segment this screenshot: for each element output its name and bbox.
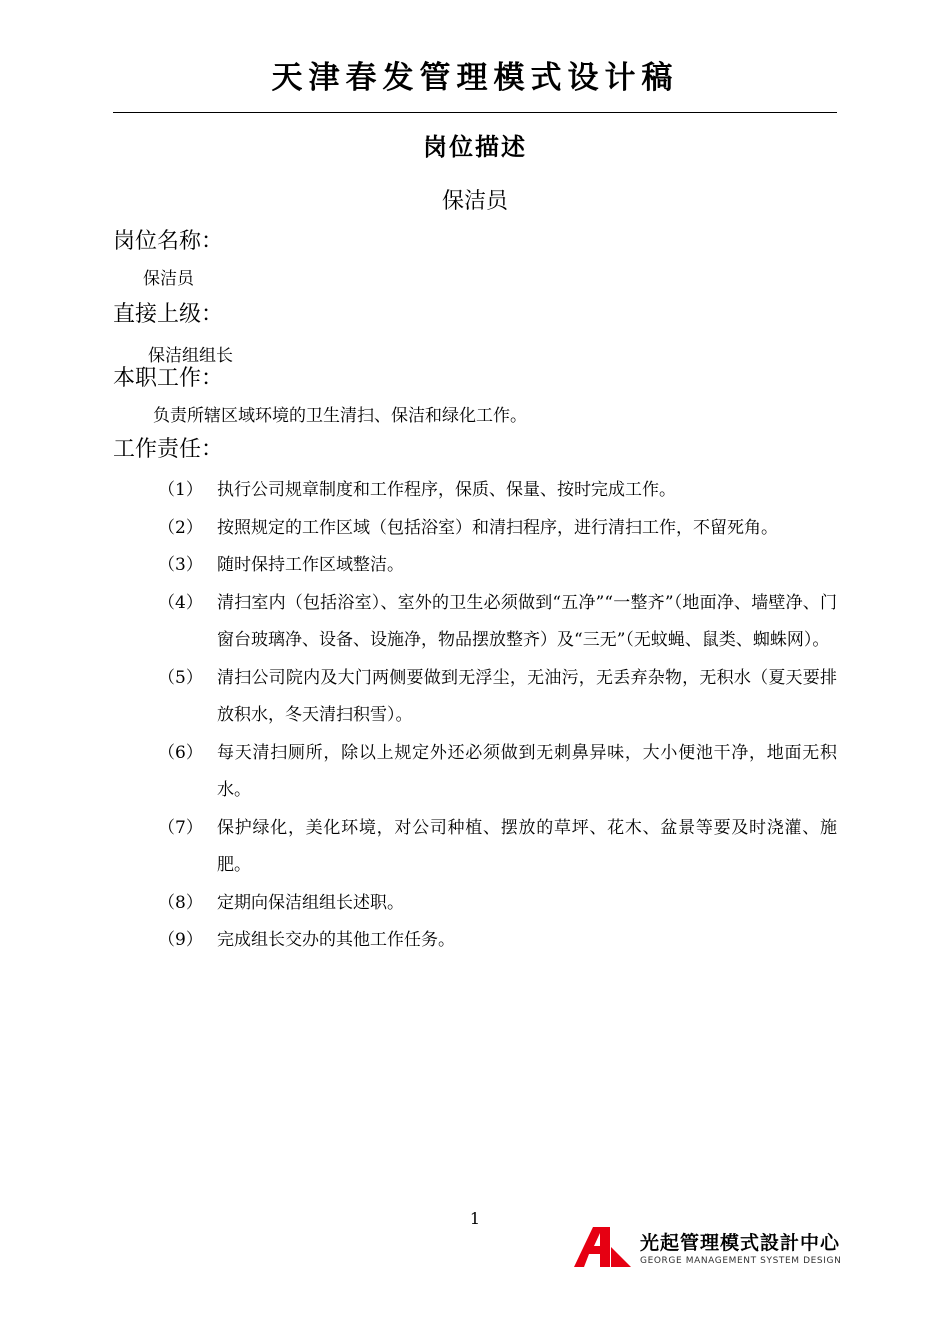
list-item-number: （4） [158, 592, 203, 613]
list-item-text: 完成组长交办的其他工作任务。 [217, 930, 455, 950]
responsibilities-heading: 工作责任： [113, 437, 224, 462]
list-item-text: 清扫公司院内及大门两侧要做到无浮尘，无油污，无丢弃杂物，无积水（夏天要排放积水，冬天清扫积雪）。 [217, 667, 837, 725]
list-item-text: 每天清扫厕所，除以上规定外还必须做到无刺鼻异味，大小便池干净，地面无积水。 [217, 742, 837, 800]
document-title: 岗位描述 [423, 132, 527, 161]
list-item-number: （9） [158, 930, 203, 950]
list-item-text: 保护绿化，美化环境，对公司种植、摆放的草坪、花木、盆景等要及时浇灌、施肥。 [217, 817, 837, 875]
list-item [158, 510, 848, 548]
responsibilities-list [158, 472, 848, 960]
list-item [158, 735, 848, 810]
list-item [158, 585, 848, 660]
logo-english-text: GEORGE MANAGEMENT SYSTEM DESIGN [640, 1256, 842, 1266]
list-item-text: 随时保持工作区域整洁。 [217, 555, 404, 575]
stylized-a-logo-icon [574, 1227, 632, 1267]
list-item-text: 按照规定的工作区域（包括浴室）和清扫程序，进行清扫工作，不留死角。 [217, 517, 778, 538]
job-title-heading: 岗位名称： [113, 229, 224, 254]
list-item-number: （2） [158, 517, 203, 538]
header-title: 天津春发管理模式设计稿 [271, 60, 679, 96]
list-item [158, 810, 848, 885]
list-item-number: （3） [158, 555, 203, 575]
page-number: 1 [469, 1209, 481, 1228]
job-summary-content: 负责所辖区域环境的卫生清扫、保洁和绿化工作。 [153, 406, 527, 426]
list-item [158, 472, 848, 510]
list-item-number: （5） [158, 667, 203, 688]
list-item-number: （8） [158, 892, 203, 913]
job-title-content: 保洁员 [143, 269, 194, 289]
list-item-number: （1） [158, 480, 203, 500]
supervisor-content: 保洁组组长 [148, 346, 233, 366]
list-item [158, 885, 848, 923]
list-item [158, 922, 848, 960]
logo-chinese-text: 光起管理模式設計中心 [640, 1232, 841, 1254]
list-item-text: 清扫室内（包括浴室）、室外的卫生必须做到“五净”“一整齐”（地面净、墙壁净、门窗台玻璃净、设备、设施净，物品摆放整齐）及“三无”（无蚊蝇、鼠类、蜘蛛网）。 [217, 592, 837, 650]
list-item [158, 660, 848, 735]
supervisor-heading: 直接上级： [113, 302, 224, 327]
header-divider [113, 112, 837, 113]
job-summary-heading: 本职工作： [113, 366, 224, 391]
list-item [158, 547, 848, 585]
company-logo [574, 1226, 844, 1272]
list-item-text: 定期向保洁组组长述职。 [217, 892, 404, 913]
list-item-number: （7） [158, 817, 203, 838]
position-name: 保洁员 [441, 189, 508, 214]
list-item-number: （6） [158, 742, 203, 763]
list-item-text: 执行公司规章制度和工作程序，保质、保量、按时完成工作。 [217, 480, 676, 500]
